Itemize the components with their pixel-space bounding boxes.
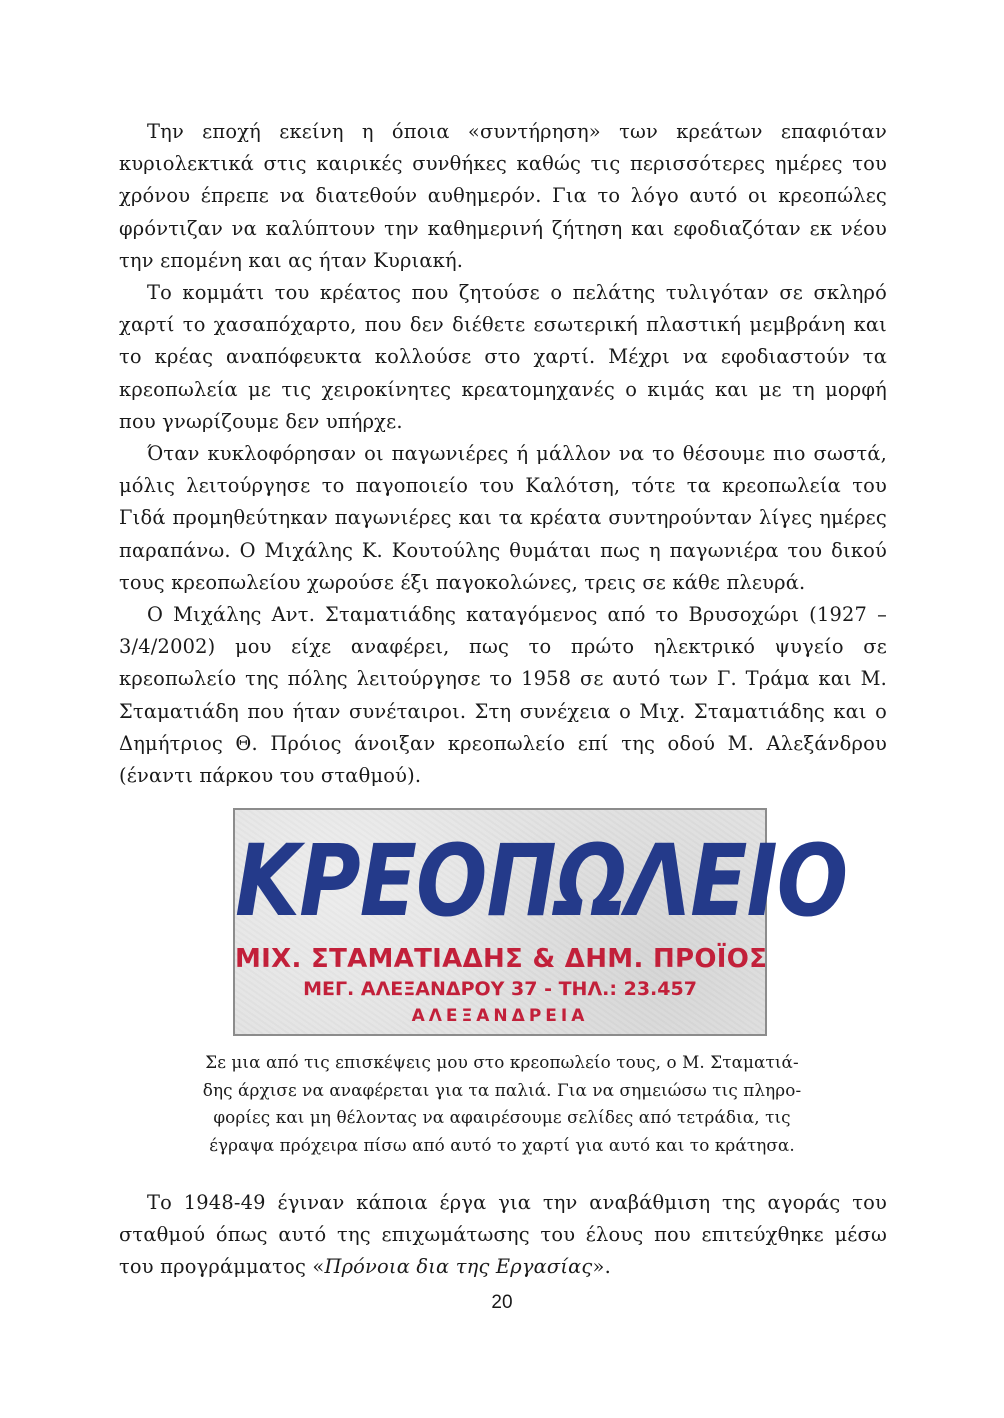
sign-title: ΚΡΕΟΠΩΛΕΙΟ [235,823,848,939]
page-number: 20 [491,1292,513,1313]
caption-line: Σε μια από τις επισκέψεις μου στο κρεοπωλείο τους, ο Μ. Σταματιά- [205,1052,799,1072]
paragraph: Ο Μιχάλης Αντ. Σταματιάδης καταγόμενος από το Βρυσοχώρι (1927 – 3/4/2002) μου είχε αναφέρει, πως το πρώτο ηλεκτρικό ψυγείο σε κρεοπωλείο της πόλης λειτούργησε το 1958 σε αυτό των Γ. Τράμα και Μ. Σταματιάδη που ήταν συνέταιροι. Στη συνέχεια ο Μιχ. Σταματιάδης και ο Δημήτριος Θ. Πρόιος άνοιξαν κρεοπωλείο επί της οδού Μ. Αλεξάνδρου (έναντι πάρκου του σταθμού). [119,603,887,788]
closing-text [119,1187,887,1284]
caption-line: έγραψα πρόχειρα πίσω από αυτό το χαρτί για αυτό και το κράτησα. [209,1134,795,1155]
sign-address: ΜΕΓ. ΑΛΕΞΑΝΔΡΟΥ 37 - ΤΗΛ.: 23.457 [303,978,697,1000]
program-name: Πρόνοια δια της Εργασίας [324,1255,593,1279]
paragraph: Το κομμάτι του κρέατος που ζητούσε ο πελάτης τυλιγόταν σε σκληρό χαρτί το χασαπόχαρτο, που δεν διέθετε εσωτερική πλαστική μεμβράνη και το κρέας αναπόφευκτα κολλούσε στο χαρτί. Μέχρι να εφοδιαστούν τα κρεοπωλεία με τις χειροκίνητες κρεατομηχανές ο κιμάς και με τη μορφή που γνωρίζουμε δεν υπήρχε. [119,281,887,433]
sign-city: ΑΛΕΞΑΝΔΡΕΙΑ [411,1006,589,1026]
caption-line: δης άρχισε να αναφέρεται για τα παλιά. Για να σημειώσω τις πληρο- [202,1079,802,1100]
caption-line: φορίες και μη θέλοντας να αφαιρέσουμε σελίδες από τετράδια, τις [213,1107,791,1128]
main-text [119,116,887,792]
figure-caption [128,1049,876,1159]
shop-sign-photo [233,808,848,1036]
closing-text-body: Το 1948-49 έγιναν κάποια έργα για την αναβάθμιση της αγοράς του σταθμού όπως αυτό της επιχωμάτωσης του έλους που επιτεύχθηκε μέσω του προγράμματος « [119,1191,887,1279]
paragraph: Την εποχή εκείνη η όποια «συντήρηση» των κρεάτων επαφιόταν κυριολεκτικά στις καιρικές συνθήκες καθώς τις περισσότερες ημέρες του χρόνου έπρεπε να διατεθούν αυθημερόν. Για το λόγο αυτό οι κρεοπώλες φρόντιζαν να καλύπτουν την καθημερινή ζήτηση και εφοδιαζόταν εκ νέου την επομένη και ας ήταν Κυριακή. [119,120,887,272]
paragraph [119,1187,887,1284]
paragraph: Όταν κυκλοφόρησαν οι παγωνιέρες ή μάλλον να το θέσουμε πιο σωστά, μόλις λειτούργησε το παγοποιείο του Καλότση, τότε τα κρεοπωλεία του Γιδά προμηθεύτηκαν παγωνιέρες και τα κρέατα συντηρούνταν λίγες ημέρες παραπάνω. Ο Μιχάλης Κ. Κουτούλης θυμάται πως η παγωνιέρα του δικού τους κρεοπωλείου χωρούσε έξι παγοκολώνες, τρεις σε κάθε πλευρά. [119,442,887,594]
closing-text-end: ». [592,1255,611,1279]
sign-owners: ΜΙΧ. ΣΤΑΜΑΤΙΑΔΗΣ & ΔΗΜ. ΠΡΟΪΟΣ [235,944,768,974]
